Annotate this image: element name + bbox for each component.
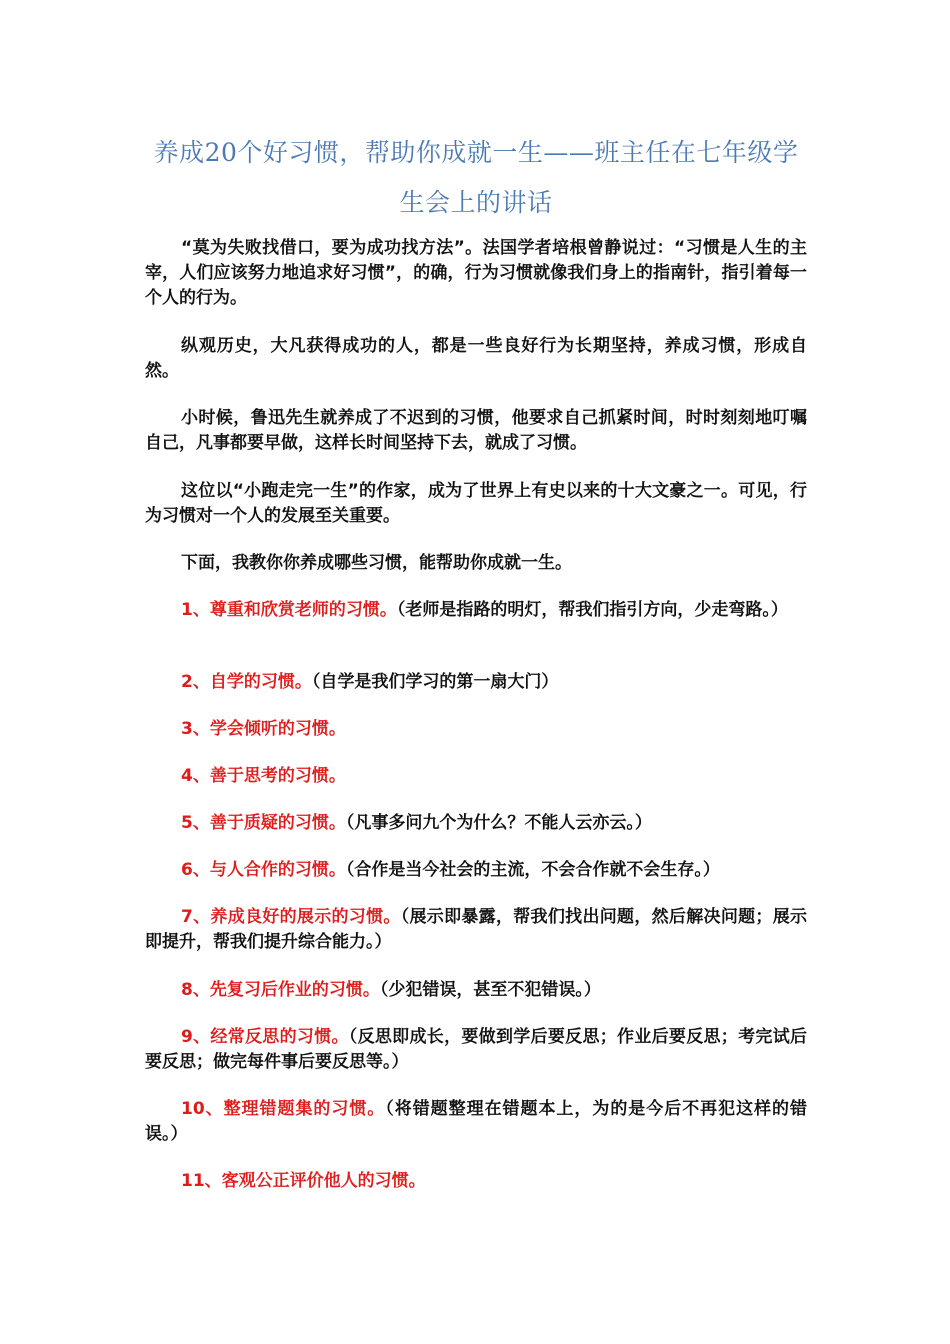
habit-note: （少犯错误，甚至不犯错误。） [379,980,601,1000]
habit-note: （将错题整理在错题本上，为的是今后不再犯这样的错误。） [145,1099,807,1144]
habit-label: 8、先复习后作业的习惯。 [181,980,380,1000]
habit-item-6 [145,858,807,883]
habit-label: 2、自学的习惯。 [181,672,312,692]
habit-item-8 [145,978,807,1003]
habit-note: （合作是当今社会的主流，不会合作就不会生存。） [345,860,720,880]
habit-item-5 [145,811,807,836]
habit-label: 6、与人合作的习惯。 [181,860,346,880]
habit-item-2 [145,670,807,695]
habit-item-3 [145,717,807,742]
transition-paragraph: 下面，我教你你养成哪些习惯，能帮助你成就一生。 [181,553,572,573]
writer-paragraph: 这位以“小跑走完一生”的作家，成为了世界上有史以来的十大文豪之一。可见，行为习惯对一个人的发展至关重要。 [145,481,807,526]
habit-item-9 [145,1025,807,1075]
habit-item-10 [145,1097,807,1147]
luxun-paragraph: 小时候，鲁迅先生就养成了不迟到的习惯，他要求自己抓紧时间，时时刻刻地叮嘱自己，凡事都要早做，这样长时间坚持下去，就成了习惯。 [145,408,807,453]
habit-label: 7、养成良好的展示的习惯。 [181,907,401,927]
habit-note: （自学是我们学习的第一扇大门） [311,672,559,692]
habit-label: 11、客观公正评价他人的习惯。 [181,1171,426,1191]
habit-label: 10、整理错题集的习惯。 [181,1099,386,1119]
habit-label: 3、学会倾听的习惯。 [181,719,346,739]
habit-note: （凡事多问九个为什么？不能人云亦云。） [345,813,652,833]
habit-item-11 [145,1169,807,1194]
habit-item-7 [145,905,807,955]
habit-label: 5、善于质疑的习惯。 [181,813,346,833]
intro-paragraph: “莫为失败找借口，要为成功找方法”。法国学者培根曾静说过：“习惯是人生的主宰，人们应该努力地追求好习惯”，的确，行为习惯就像我们身上的指南针，指引着每一个人的行为。 [145,238,807,308]
habit-note: （老师是指路的明灯，帮我们指引方向，少走弯路。） [396,600,788,620]
document-title: 养成20个好习惯，帮助你成就一生——班主任在七年级学生会上的讲话 [153,138,799,217]
habit-item-1 [145,598,807,623]
habit-note: （反思即成长，要做到学后要反思；作业后要反思；考完试后要反思；做完每件事后要反思等。） [145,1027,807,1072]
habit-label: 1、尊重和欣赏老师的习惯。 [181,600,397,620]
habit-item-4 [145,764,807,789]
habit-label: 4、善于思考的习惯。 [181,766,346,786]
habit-label: 9、经常反思的习惯。 [181,1027,349,1047]
history-paragraph: 纵观历史，大凡获得成功的人，都是一些良好行为长期坚持，养成习惯，形成自然。 [145,336,807,381]
habit-note: （展示即暴露，帮我们找出问题，然后解决问题；展示即提升，帮我们提升综合能力。） [145,907,808,952]
